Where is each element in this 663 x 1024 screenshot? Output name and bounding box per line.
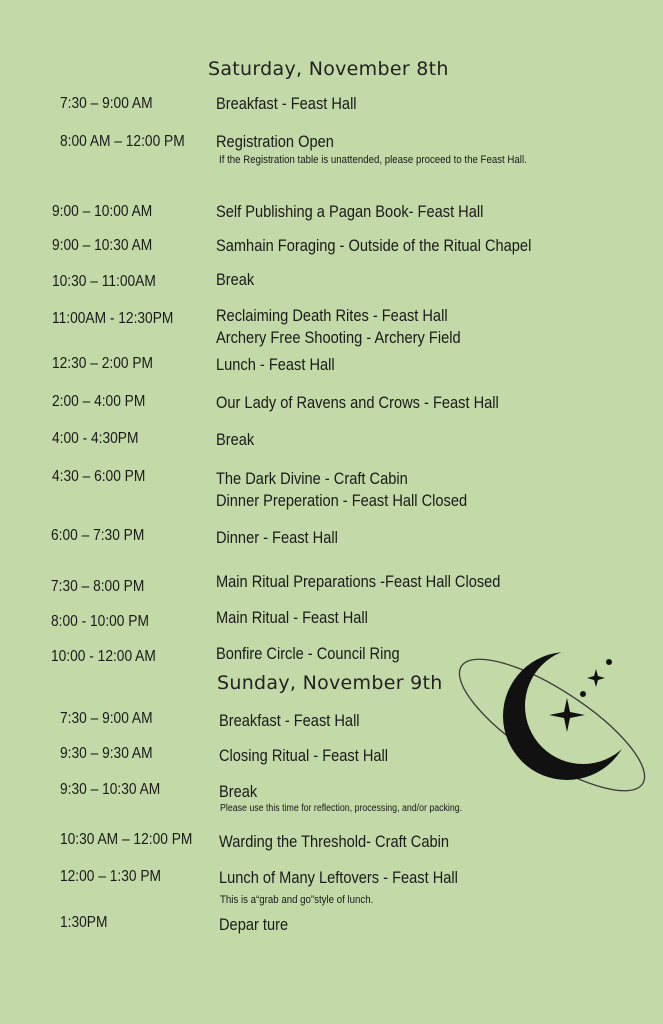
time-label: 4:00 - 4:30PM <box>52 430 139 447</box>
time-label: 11:00AM - 12:30PM <box>52 310 174 327</box>
event-label: Dinner - Feast Hall <box>216 528 338 547</box>
event-label: Break <box>216 430 255 449</box>
time-label: 1:30PM <box>60 914 108 931</box>
event-label: Main Ritual - Feast Hall <box>216 608 368 627</box>
event-label: Main Ritual Preparations -Feast Hall Closed <box>216 572 501 591</box>
time-label: 12:30 – 2:00 PM <box>52 355 153 372</box>
time-label: 7:30 – 9:00 AM <box>60 710 153 727</box>
event-label: Lunch of Many Leftovers - Feast Hall <box>219 868 458 887</box>
event-label: Bonfire Circle - Council Ring <box>216 644 400 663</box>
time-label: 2:00 – 4:00 PM <box>52 393 146 410</box>
event-note: If the Registration table is unattended, please proceed to the Feast Hall. <box>219 154 527 166</box>
time-label: 4:30 – 6:00 PM <box>52 468 146 485</box>
saturday-title: Saturday, November 8th <box>208 58 449 80</box>
event-label: Lunch - Feast Hall <box>216 355 335 374</box>
crescent-moon-with-stars-icon <box>455 640 650 820</box>
event-label: Depar ture <box>219 915 289 934</box>
event-label: Closing Ritual - Feast Hall <box>219 746 389 765</box>
time-label: 8:00 - 10:00 PM <box>51 613 149 630</box>
event-label: Samhain Foraging - Outside of the Ritual Chapel <box>216 236 532 255</box>
time-label: 6:00 – 7:30 PM <box>51 527 145 544</box>
event-label: The Dark Divine - Craft Cabin <box>216 469 408 488</box>
sunday-title: Sunday, November 9th <box>217 672 443 694</box>
time-label: 12:00 – 1:30 PM <box>60 868 161 885</box>
star-dot <box>606 659 612 665</box>
time-label: 10:00 - 12:00 AM <box>51 648 156 665</box>
time-label: 9:00 – 10:30 AM <box>52 237 153 254</box>
time-label: 10:30 – 11:00AM <box>52 273 156 290</box>
event-note: Please use this time for reflection, processing, and/or packing. <box>220 803 463 814</box>
time-label: 9:00 – 10:00 AM <box>52 203 153 220</box>
event-label: Break <box>216 270 255 289</box>
event-note: This is a“grab and go”style of lunch. <box>220 894 374 906</box>
time-label: 9:30 – 10:30 AM <box>60 781 161 798</box>
event-label: Warding the Threshold- Craft Cabin <box>219 832 449 851</box>
event-label: Reclaiming Death Rites - Feast Hall <box>216 306 448 325</box>
time-label: 10:30 AM – 12:00 PM <box>60 831 193 848</box>
time-label: 7:30 – 9:00 AM <box>60 95 153 112</box>
event-label: Our Lady of Ravens and Crows - Feast Hall <box>216 393 499 412</box>
event-label: Dinner Preperation - Feast Hall Closed <box>216 491 468 510</box>
time-label: 9:30 – 9:30 AM <box>60 745 153 762</box>
event-label: Archery Free Shooting - Archery Field <box>216 328 461 347</box>
event-label: Registration Open <box>216 132 334 151</box>
event-label: Breakfast - Feast Hall <box>216 94 357 113</box>
event-label: Break <box>219 782 258 801</box>
star-dot <box>580 691 586 697</box>
event-label: Self Publishing a Pagan Book- Feast Hall <box>216 202 484 221</box>
event-label: Breakfast - Feast Hall <box>219 711 360 730</box>
time-label: 8:00 AM – 12:00 PM <box>60 133 185 150</box>
time-label: 7:30 – 8:00 PM <box>51 578 145 595</box>
